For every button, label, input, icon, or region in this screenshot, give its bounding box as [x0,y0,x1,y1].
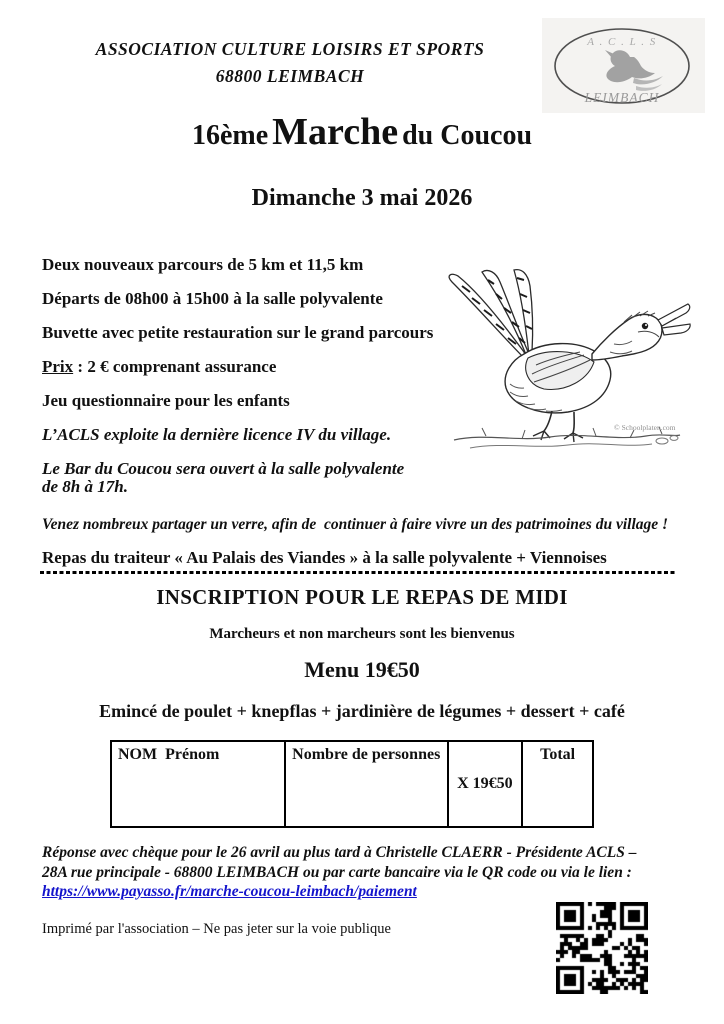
menu-description: Emincé de poulet + knepflas + jardinière de légumes + dessert + café [99,701,625,721]
reply-line2: 28A rue principale - 68800 LEIMBACH ou par carte bancaire via le QR code ou via le lien : [42,863,632,881]
print-notice: Imprimé par l'association – Ne pas jeter sur la voie publique [42,921,391,937]
dashed-separator [40,571,676,574]
association-city: 68800 LEIMBACH [215,66,365,86]
detail-licence: L’ACLS exploite la dernière licence IV du village. [42,425,392,444]
title-name: Marche [272,111,399,153]
logo-village: LEIMBACH [584,90,660,105]
title-edition: 16ème [191,120,269,151]
acls-logo [542,18,705,113]
detail-buvette: Buvette avec petite restauration sur le grand parcours [42,323,434,342]
inscription-heading: INSCRIPTION POUR LE REPAS DE MIDI [156,585,568,609]
reply-line1: Réponse avec chèque pour le 26 avril au plus tard à Christelle CLAERR - Présidente ACLS – [42,844,637,861]
detail-jeu: Jeu questionnaire pour les enfants [42,391,290,410]
menu-price: Menu 19€50 [304,657,420,682]
prix-label: Prix [42,357,74,376]
detail-bar: Le Bar du Coucou sera ouvert à la salle polyvalente de 8h à 17h. [42,459,405,496]
col-header-nombre: Nombre de personnes [285,741,447,827]
col-header-nom: NOM Prénom [111,741,285,827]
detail-repas: Repas du traiteur « Au Palais des Viandes » à la salle polyvalente + Viennoises [42,548,607,567]
cuckoo-illustration [426,260,706,460]
association-header [40,36,540,90]
registration-table [110,740,594,828]
inscription-subheading: Marcheurs et non marcheurs sont les bienvenus [209,626,515,642]
detail-venez: Venez nombreux partager un verre, afin de continuer à faire vivre un des patrimoines du village ! [42,516,669,533]
multiplier-cell: X 19€50 [448,741,523,827]
association-name: ASSOCIATION CULTURE LOISIRS ET SPORTS [95,39,485,59]
payment-link[interactable]: https://www.payasso.fr/marche-coucou-leimbach/paiement [42,883,417,900]
title-subject: du Coucou [402,120,533,151]
detail-departs: Départs de 08h00 à 15h00 à la salle polyvalente [42,289,383,308]
col-header-total: Total [522,741,593,827]
bird-silhouette-icon [605,50,663,91]
reply-instructions [42,843,692,902]
qr-code [556,902,648,994]
logo-acronym: A . C . L . S [587,36,657,48]
prix-rest: : 2 € comprenant assurance [73,357,277,376]
event-date: Dimanche 3 mai 2026 [251,185,473,211]
image-credit: © Schoolplaten.com [614,423,676,432]
detail-parcours: Deux nouveaux parcours de 5 km et 11,5 km [42,255,364,274]
event-title [0,110,724,154]
